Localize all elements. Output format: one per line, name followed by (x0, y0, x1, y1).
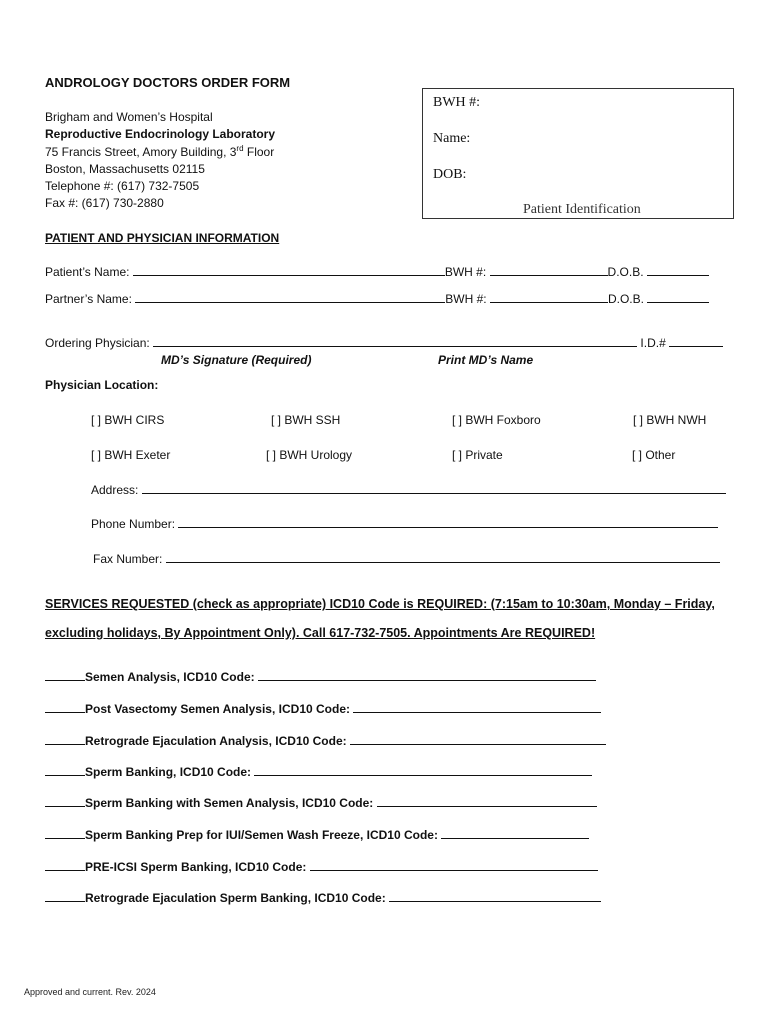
services-heading-line2: excluding holidays, By Appointment Only). Call 617-732-7505. Appointments Are REQUIRED! (45, 626, 596, 640)
patient-name-row (45, 265, 709, 279)
box-name-label: Name: (433, 131, 471, 146)
service-check-field[interactable] (45, 702, 85, 713)
service-check-field[interactable] (45, 670, 85, 681)
form-title: ANDROLOGY DOCTORS ORDER FORM (45, 75, 291, 90)
revision-footer: Approved and current. Rev. 2024 (24, 987, 156, 997)
patient-name-field[interactable] (133, 265, 445, 276)
icd10-code-field[interactable] (254, 765, 592, 776)
lab-city: Boston, Massachusetts 02115 (45, 162, 205, 176)
service-check-field[interactable] (45, 860, 85, 871)
location-other[interactable]: [ ] Other (632, 448, 676, 462)
icd10-code-field[interactable] (389, 891, 601, 902)
icd10-code-field[interactable] (350, 734, 606, 745)
location-private[interactable]: [ ] Private (452, 448, 503, 462)
partner-bwh-label: BWH #: (445, 292, 487, 306)
patient-dob-field[interactable] (647, 265, 709, 276)
phone-row (91, 517, 718, 531)
service-check-field[interactable] (45, 796, 85, 807)
service-label: Semen Analysis, ICD10 Code: (85, 670, 255, 684)
icd10-code-field[interactable] (310, 860, 598, 871)
box-dob-label: DOB: (433, 167, 467, 182)
service-label: Sperm Banking with Semen Analysis, ICD10 Code: (85, 796, 374, 810)
service-item-post-vasectomy (45, 702, 601, 716)
service-label: Retrograde Ejaculation Analysis, ICD10 Code: (85, 734, 347, 748)
service-label: Post Vasectomy Semen Analysis, ICD10 Code: (85, 702, 350, 716)
service-check-field[interactable] (45, 828, 85, 839)
patient-identification-box[interactable] (422, 88, 734, 219)
partner-dob-label: D.O.B. (607, 292, 644, 306)
patient-dob-label: D.O.B. (607, 265, 644, 279)
icd10-code-field[interactable] (441, 828, 589, 839)
partner-bwh-field[interactable] (490, 292, 608, 303)
address-label: Address: (91, 483, 139, 497)
lab-name: Reproductive Endocrinology Laboratory (45, 127, 276, 141)
print-md-name-label: Print MD’s Name (438, 353, 534, 367)
md-signature-label: MD’s Signature (Required) (161, 353, 312, 367)
service-label: Retrograde Ejaculation Sperm Banking, ICD10 Code: (85, 891, 386, 905)
physician-location-label: Physician Location: (45, 378, 159, 392)
ordering-physician-label: Ordering Physician: (45, 336, 150, 350)
patient-bwh-field[interactable] (490, 265, 608, 276)
patient-bwh-label: BWH #: (444, 265, 487, 279)
lab-fax: Fax #: (617) 730-2880 (45, 196, 164, 210)
partner-name-field[interactable] (135, 292, 445, 303)
patient-info-heading: PATIENT AND PHYSICIAN INFORMATION (45, 231, 280, 245)
fax-row (93, 552, 720, 566)
ordering-physician-field[interactable] (153, 336, 637, 347)
partner-name-label: Partner’s Name: (45, 292, 132, 306)
service-item-sperm-banking (45, 765, 592, 779)
lab-telephone: Telephone #: (617) 732-7505 (45, 179, 200, 193)
address-row (91, 483, 726, 497)
lab-address: 75 Francis Street, Amory Building, 3rd Floor (45, 144, 275, 159)
service-item-retrograde-analysis (45, 734, 606, 748)
location-bwh-foxboro[interactable]: [ ] BWH Foxboro (452, 413, 541, 427)
icd10-code-field[interactable] (353, 702, 601, 713)
service-label: Sperm Banking Prep for IUI/Semen Wash Freeze, ICD10 Code: (85, 828, 438, 842)
service-label: PRE-ICSI Sperm Banking, ICD10 Code: (85, 860, 307, 874)
hospital-name: Brigham and Women’s Hospital (45, 110, 213, 124)
phone-label: Phone Number: (91, 517, 176, 531)
service-item-sperm-banking-analysis (45, 796, 597, 810)
phone-field[interactable] (178, 517, 718, 528)
service-item-semen-analysis (45, 670, 596, 684)
physician-id-label: I.D.# (640, 336, 666, 350)
icd10-code-field[interactable] (258, 670, 596, 681)
service-label: Sperm Banking, ICD10 Code: (85, 765, 252, 779)
service-item-iui-prep (45, 828, 589, 842)
box-caption: Patient Identification (523, 202, 641, 217)
service-check-field[interactable] (45, 734, 85, 745)
icd10-code-field[interactable] (377, 796, 597, 807)
fax-label: Fax Number: (93, 552, 163, 566)
partner-name-row (45, 292, 709, 306)
location-bwh-urology[interactable]: [ ] BWH Urology (266, 448, 353, 462)
ordering-physician-row (45, 336, 723, 350)
service-item-retrograde-banking (45, 891, 601, 905)
location-bwh-ssh[interactable]: [ ] BWH SSH (271, 413, 341, 427)
location-bwh-nwh[interactable]: [ ] BWH NWH (633, 413, 707, 427)
physician-id-field[interactable] (669, 336, 723, 347)
service-item-pre-icsi (45, 860, 598, 874)
service-check-field[interactable] (45, 891, 85, 902)
services-heading-line1: SERVICES REQUESTED (check as appropriate) ICD10 Code is REQUIRED: (7:15am to 10:30am, Monday – Friday, (45, 597, 715, 611)
patient-name-label: Patient’s Name: (45, 265, 130, 279)
location-bwh-exeter[interactable]: [ ] BWH Exeter (91, 448, 171, 462)
service-check-field[interactable] (45, 765, 85, 776)
box-bwh-label: BWH #: (433, 95, 481, 110)
address-field[interactable] (142, 483, 726, 494)
fax-field[interactable] (166, 552, 720, 563)
location-bwh-cirs[interactable]: [ ] BWH CIRS (91, 413, 165, 427)
partner-dob-field[interactable] (647, 292, 709, 303)
